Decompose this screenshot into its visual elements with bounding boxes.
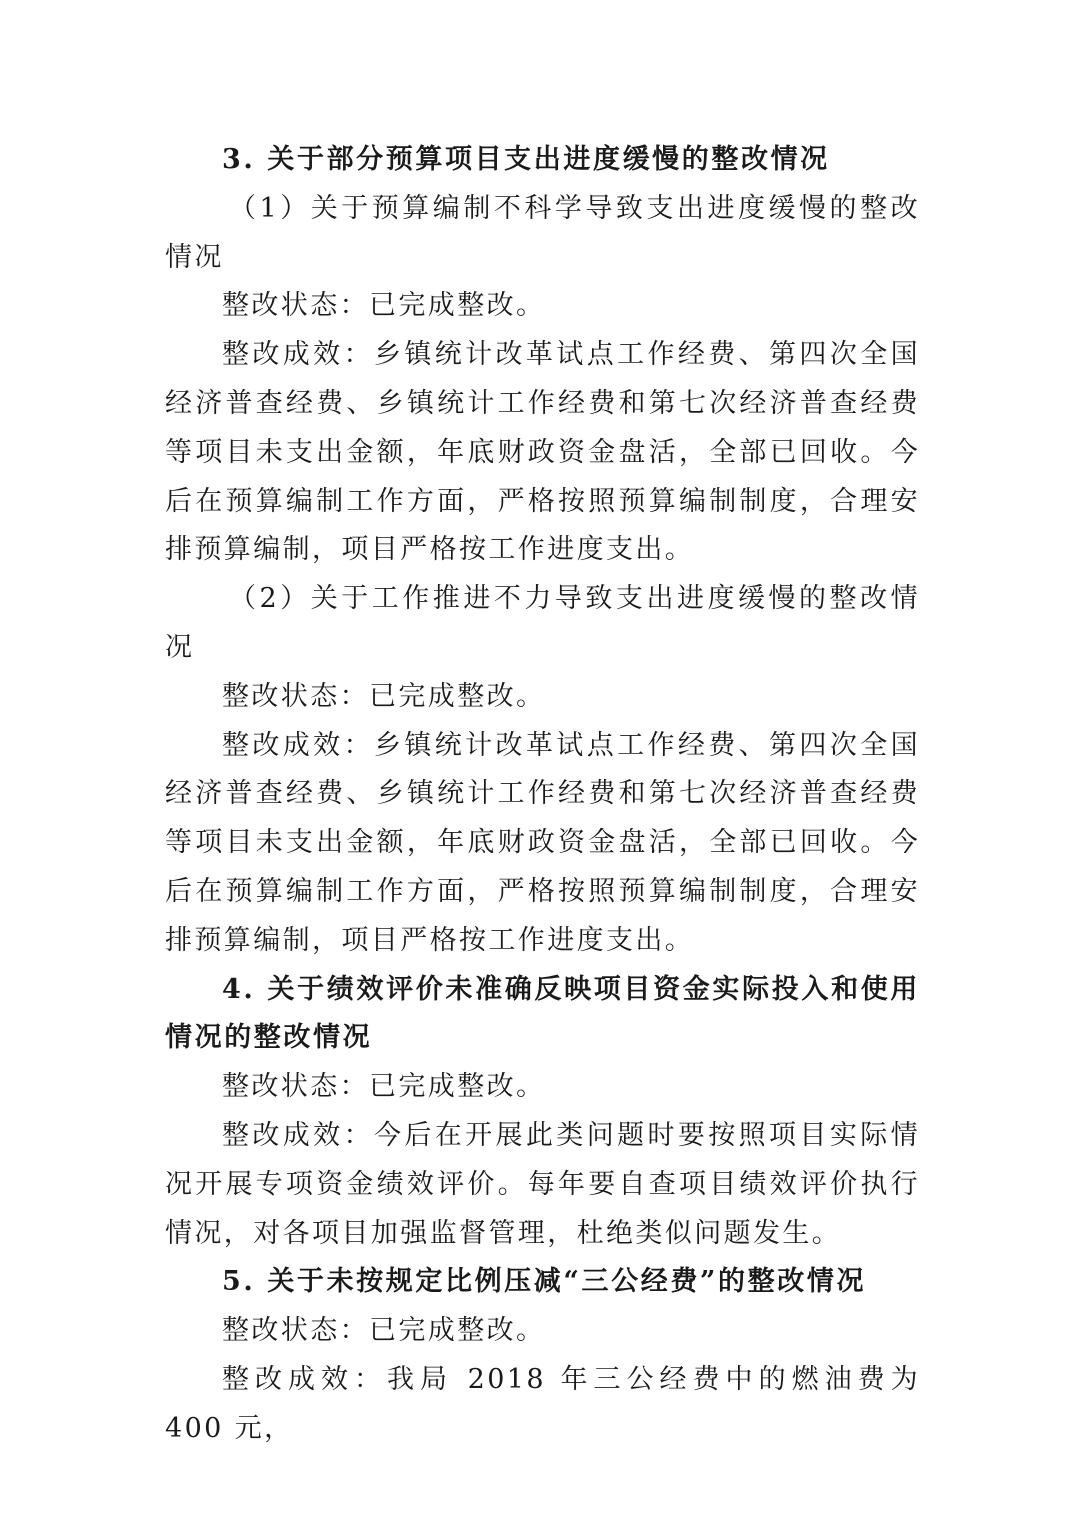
section-4-heading: 4. 关于绩效评价未准确反映项目资金实际投入和使用情况的整改情况 — [165, 973, 920, 1054]
section-3-heading: 3. 关于部分预算项目支出进度缓慢的整改情况 — [222, 144, 830, 175]
subsection-3-1-status: 整改状态：已完成整改。 — [222, 290, 546, 322]
section-4-effect: 整改成效：今后在开展此类问题时要按照项目实际情况开展专项资金绩效评价。每年要自查项目绩效评价执行情况，对各项目加强监督管理，杜绝类似问题发生。 — [165, 1119, 920, 1249]
subsection-3-1-effect: 整改成效：乡镇统计改革试点工作经费、第四次全国经济普查经费、乡镇统计工作经费和第七次经济普查经费等项目未支出金额，年底财政资金盘活，全部已回收。今后在预算编制工作方面，严格按照预算编制制度，合理安排预算编制，项目严格按工作进度支出。 — [165, 339, 920, 566]
subsection-3-2-title: （2）关于工作推进不力导致支出进度缓慢的整改情况 — [165, 583, 920, 663]
document-body — [165, 136, 920, 1454]
subsection-3-1-title: （1）关于预算编制不科学导致支出进度缓慢的整改情况 — [165, 192, 920, 273]
section-5-heading: 5. 关于未按规定比例压减“三公经费”的整改情况 — [222, 1266, 867, 1298]
section-5-effect: 整改成效：我局 2018 年三公经费中的燃油费为 400 元， — [165, 1363, 920, 1444]
section-5-status: 整改状态：已完成整改。 — [222, 1315, 546, 1347]
subsection-3-2-effect: 整改成效：乡镇统计改革试点工作经费、第四次全国经济普查经费、乡镇统计工作经费和第七次经济普查经费等项目未支出金额，年底财政资金盘活，全部已回收。今后在预算编制工作方面，严格按照预算编制制度，合理安排预算编制，项目严格按工作进度支出。 — [165, 729, 920, 956]
section-4-status: 整改状态：已完成整改。 — [222, 1071, 546, 1103]
subsection-3-2-status: 整改状态：已完成整改。 — [222, 680, 546, 712]
